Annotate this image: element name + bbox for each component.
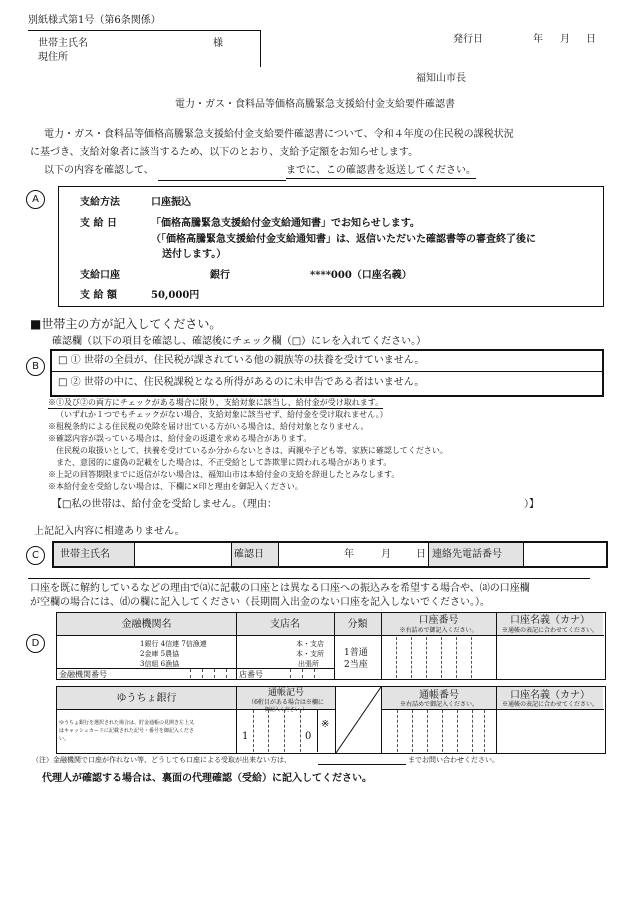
c-month[interactable]: 月 — [381, 549, 391, 560]
check-item-1[interactable]: □ ① 世帯の全員が、住民税が課されている他の親族等の扶養を受けていません。 — [58, 355, 425, 366]
symbol-digit-sep-5 — [317, 710, 318, 752]
note-3: ※租税条約による住民税の免除を届け出ている方がいる場合は、給付対象となりません。 — [48, 422, 369, 431]
c-divider-3 — [278, 543, 279, 566]
yucho-note-2: はキャッシュカードに記載された記号・番号を御記入くださ — [59, 728, 194, 734]
branch-types-2: 本・支所 — [296, 650, 324, 658]
c-year[interactable]: 年 — [344, 549, 354, 560]
payment-date-line-1: 「価格高騰緊急支援給付金支給通知書」でお知らせします。 — [151, 218, 420, 229]
symbol-header: 通帳記号 — [267, 688, 304, 698]
acct-digit-sep-5 — [456, 637, 457, 678]
passbook-no-note: ※右詰めで御記入ください。 — [399, 701, 478, 708]
bank-types-1: 1銀行 4信連 7信漁連 — [140, 640, 207, 648]
note-8: ※本給付金を受給しない場合は、下欄に×印と理由を御記入ください。 — [48, 482, 303, 491]
passbook-no-header: 通帳番号 — [419, 690, 459, 701]
account-value: ****000（口座名義） — [310, 270, 412, 281]
passbook-digit-sep-5 — [457, 710, 458, 752]
acct-digit-sep-6 — [471, 637, 472, 678]
issue-date-label: 発行日 — [453, 34, 483, 45]
acct-digit-sep-3 — [426, 637, 427, 678]
yucho-holder-header: 口座名義（カナ） — [510, 690, 590, 701]
type-1[interactable]: 1普通 — [344, 648, 368, 658]
address-label: 現住所 — [38, 52, 68, 63]
bank-code-sep-4 — [226, 669, 227, 678]
issue-year: 年 — [533, 34, 543, 45]
yucho-label: ゆうちょ銀行 — [116, 693, 177, 704]
symbol-note-2: 御記入ください。） — [264, 707, 308, 713]
branch-code-line — [237, 668, 334, 669]
method-value: 口座振込 — [151, 197, 191, 208]
symbol-digit-sep-3 — [284, 710, 285, 752]
bank-suffix: 銀行 — [210, 270, 230, 281]
bank-name-header: 金融機関名 — [121, 619, 172, 630]
amount-label: 支 給 額 — [80, 290, 117, 301]
section-a-marker: A — [26, 190, 45, 209]
householder-name-input[interactable] — [135, 543, 231, 566]
intro-line-3-post: までに、この確認書を返送してください。 — [286, 164, 476, 179]
issuer: 福知山市長 — [416, 73, 466, 84]
bank-types-2: 2金庫 5農協 — [140, 650, 180, 658]
account-label: 支給口座 — [80, 270, 120, 281]
phone-input[interactable] — [524, 543, 602, 566]
note-2: （いずれか１つでもチェックがない場合、支給対象に該当せず、給付金を受け取れません。） — [56, 410, 388, 419]
amount-value: 50,000円 — [151, 290, 200, 301]
acct-digit-sep-1 — [396, 637, 397, 678]
account-instruction-1: 口座を既に解約しているなどの理由で⒜に記載の口座とは異なる口座への振込みを希望する場合や、⒜の口座欄 — [30, 583, 530, 594]
c-name-label: 世帯主氏名 — [60, 549, 110, 560]
bank-code-sep-3 — [214, 669, 215, 678]
symbol-first-digit: 1 — [242, 731, 249, 742]
payment-date-line-3: 送付します。） — [162, 249, 227, 260]
bank-code-label: 金融機関番号 — [59, 670, 107, 679]
type-2[interactable]: 2当座 — [344, 660, 368, 670]
section-b-marker: B — [26, 357, 45, 376]
holder-note: ※通帳の表記に合わせてください。 — [501, 627, 598, 634]
payment-date-line-2: （「価格高騰緊急支援給付金支給通知書」は、返信いただいた確認書等の審査終了後に — [151, 234, 536, 245]
symbol-digit-sep-4 — [300, 710, 301, 752]
type-header: 分類 — [347, 619, 368, 630]
payment-date-label: 支 給 日 — [80, 218, 117, 229]
branch-types-1: 本・支店 — [296, 640, 324, 648]
decline-line[interactable]: 【□私の世帯は、給付金を受給しません。（理由： — [52, 499, 278, 510]
check-instruction: 確認欄（以下の項目を確認し、確認後にチェック欄（□）にレを入れてください。） — [52, 336, 427, 347]
note-1: ※①及び②の両方にチェックがある場合に限り、支給対象に該当し、給付金が受け取れます。 — [48, 398, 384, 407]
footnote-post: までお問い合わせください。 — [408, 756, 499, 764]
symbol-note-1: （6桁目がある場合は※欄に — [248, 699, 324, 706]
contact-blank — [318, 764, 406, 765]
deadline-blank[interactable] — [158, 180, 286, 181]
branch-code-sep-3 — [314, 669, 315, 678]
passbook-digit-sep-4 — [442, 710, 443, 752]
passbook-digit-sep-1 — [397, 710, 398, 752]
holder-header: 口座名義（カナ） — [510, 615, 590, 626]
passbook-digit-sep-2 — [412, 710, 413, 752]
note-6: また、意図的に虚偽の記載をした場合は、不正受給として詐欺罪に問われる場合があります。 — [56, 458, 392, 467]
proxy-note: 代理人が確認する場合は、裏面の代理確認（受給）に記入してください。 — [42, 773, 372, 784]
account-no-note: ※右詰めで御記入ください。 — [399, 627, 478, 634]
separator — [28, 578, 590, 579]
acct-digit-sep-4 — [441, 637, 442, 678]
account-instruction-2: が空欄の場合には、⒟の欄に記入してください（長期間入出金のない口座を記入しないでください。）。 — [30, 597, 490, 608]
document-title: 電力・ガス・食料品等価格高騰緊急支援給付金支給要件確認書 — [175, 99, 455, 110]
note-7: ※上記の回答期限までに返信がない場合は、福知山市は本給付金の支給を辞退したとみなします。 — [48, 470, 400, 479]
bank-header-bottom — [57, 635, 604, 636]
section-d-marker: D — [26, 634, 45, 653]
passbook-digit-sep-6 — [472, 710, 473, 752]
section-c-marker: C — [26, 546, 45, 565]
yucho-note-3: い。 — [59, 736, 70, 742]
method-label: 支給方法 — [80, 197, 120, 208]
bank-code-sep-2 — [202, 669, 203, 678]
issue-month: 月 — [560, 34, 570, 45]
c-phone-label: 連絡先電話番号 — [432, 549, 502, 560]
c-day[interactable]: 日 — [416, 549, 426, 560]
intro-line-2: に基づき、支給対象者に該当するため、以下のとおり、支給予定額をお知らせします。 — [30, 147, 419, 158]
yucho-header-line-2 — [382, 709, 604, 710]
bank-types-3: 3信組 6漁協 — [140, 660, 180, 668]
footnote-pre: （注）金融機関で口座が作れない等、どうしても口座による受取が出来ない方は、 — [32, 756, 291, 764]
symbol-zero-digit: 0 — [305, 731, 312, 742]
householder-heading: ■世帯主の方が記入してください。 — [30, 317, 222, 331]
symbol-star: ※ — [321, 719, 330, 730]
branch-code-sep-1 — [290, 669, 291, 678]
yucho-note-1: ゆうちょ銀行を選択された場合は、貯金通帳の見開き左上又 — [59, 720, 195, 726]
note-5: 住民税の取扱いとして、扶養を受けているか分からないときは、両親や子ども等、家族に確認してください。 — [56, 446, 448, 455]
intro-line-3-pre: 以下の内容を確認して、 — [44, 165, 154, 176]
form-number: 別紙様式第1号（第6条関係） — [28, 15, 161, 26]
bank-code-line — [57, 668, 236, 669]
diagonal-slash — [336, 687, 381, 753]
check-item-2[interactable]: □ ② 世帯の中に、住民税課税となる所得があるのに未申告である者はいません。 — [58, 377, 425, 388]
householder-label: 世帯主氏名 — [38, 38, 88, 49]
confirm-statement: 上記記入内容に相違ありません。 — [34, 526, 185, 537]
sama-label: 様 — [213, 38, 223, 49]
acct-digit-sep-2 — [411, 637, 412, 678]
intro-line-1: 電力・ガス・食料品等価格高騰緊急支援給付金支給要件確認書について、令和４年度の住民税の課税状況 — [44, 129, 514, 140]
c-date-label: 確認日 — [234, 549, 264, 560]
yucho-holder-note: ※通帳の表記に合わせてください。 — [501, 701, 598, 708]
section-b-divider — [52, 371, 602, 372]
symbol-digit-sep-2 — [268, 710, 269, 752]
decline-close: ）】 — [524, 499, 539, 510]
branch-code-label: 店番号 — [239, 670, 263, 679]
bank-code-sep-1 — [190, 669, 191, 678]
issue-day: 日 — [586, 34, 596, 45]
note-4: ※確認内容が誤っている場合は、給付金の返還を求める場合があります。 — [48, 434, 312, 443]
account-no-header: 口座番号 — [418, 615, 459, 626]
symbol-digit-sep-1 — [253, 710, 254, 752]
passbook-digit-sep-3 — [427, 710, 428, 752]
branch-header: 支店名 — [270, 619, 300, 630]
branch-code-sep-2 — [302, 669, 303, 678]
passbook-digit-sep-7 — [484, 710, 485, 752]
branch-types-3: 出張所 — [298, 660, 319, 668]
